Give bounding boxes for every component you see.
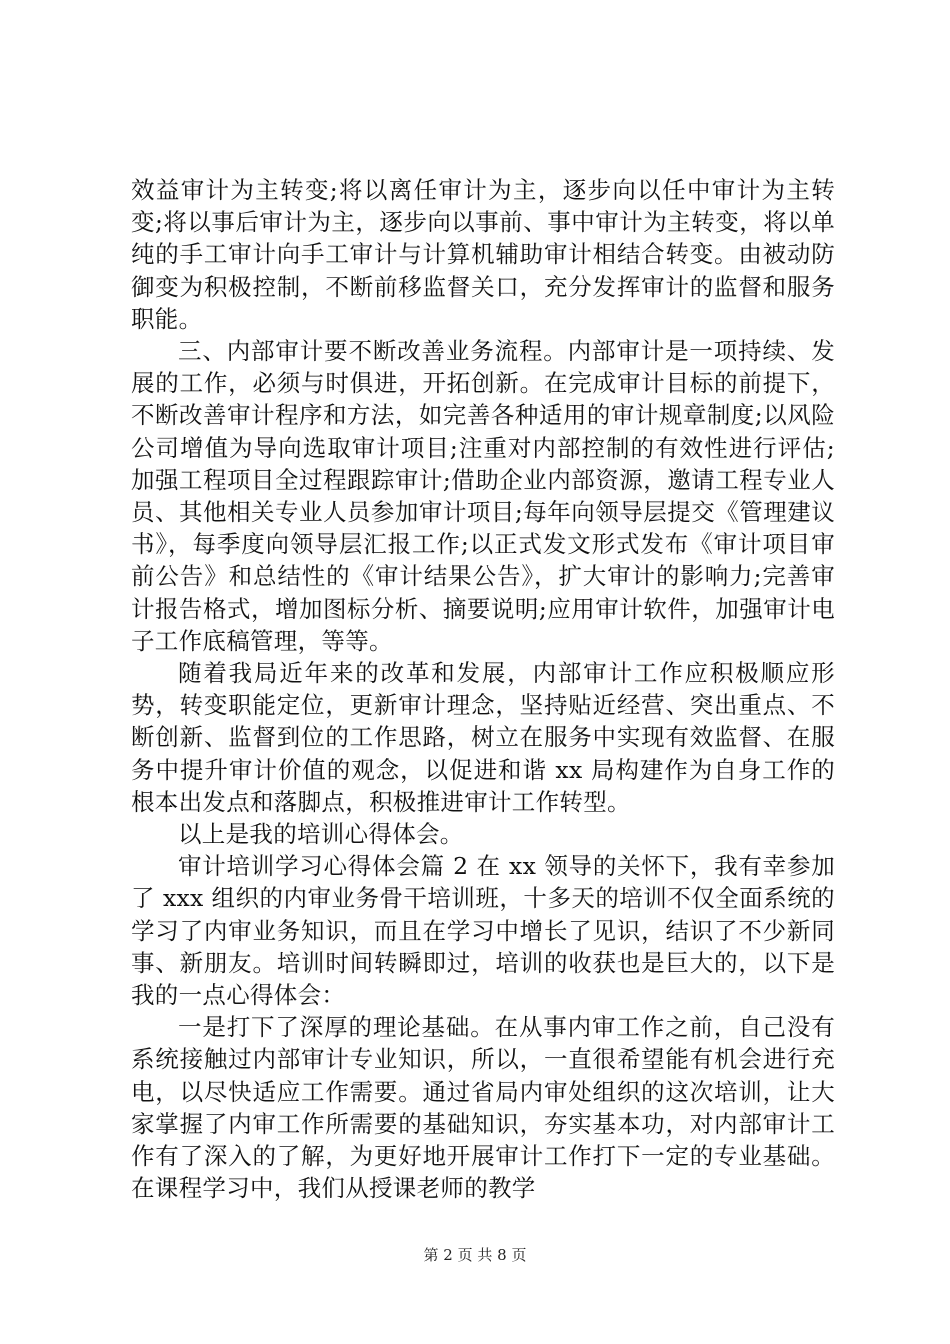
document-body: [131, 174, 835, 1205]
paragraph-5: 审计培训学习心得体会篇 2 在 xx 领导的关怀下，我有幸参加了 xxx 组织的内审业务骨干培训班，十多天的培训不仅全面系统的学习了内审业务知识，而且在学习中增长了见识，结识了不少新同事、新朋友。培训时间转瞬即过，培训的收获也是巨大的，以下是我的一点心得体会：: [131, 852, 835, 1010]
paragraph-6: 一是打下了深厚的理论基础。在从事内审工作之前，自己没有系统接触过内部审计专业知识，所以，一直很希望能有机会进行充电，以尽快适应工作需要。通过省局内审处组织的这次培训，让大家掌握了内审工作所需要的基础知识，夯实基本功，对内部审计工作有了深入的了解，为更好地开展审计工作打下一定的专业基础。在课程学习中，我们从授课老师的教学: [131, 1013, 835, 1203]
paragraph-1: 效益审计为主转变;将以离任审计为主，逐步向以任中审计为主转变;将以事后审计为主，逐步向以事前、事中审计为主转变，将以单纯的手工审计向手工审计与计算机辅助审计相结合转变。由被动防御变为积极控制，不断前移监督关口，充分发挥审计的监督和服务职能。: [131, 176, 835, 333]
paragraph-2: 三、内部审计要不断改善业务流程。内部审计是一项持续、发展的工作，必须与时俱进，开拓创新。在完成审计目标的前提下，不断改善审计程序和方法，如完善各种适用的审计规章制度;以风险公司增值为导向选取审计项目;注重对内部控制的有效性进行评估;加强工程项目全过程跟踪审计;借助企业内部资源，邀请工程专业人员、其他相关专业人员参加审计项目;每年向领导层提交《管理建议书》，每季度向领导层汇报工作;以正式发文形式发布《审计项目审前公告》和总结性的《审计结果公告》，扩大审计的影响力;完善审计报告格式，增加图标分析、摘要说明;应用审计软件，加强审计电子工作底稿管理，等等。: [131, 337, 835, 655]
paragraph-4: 以上是我的培训心得体会。: [178, 820, 464, 849]
paragraph-3: 随着我局近年来的改革和发展，内部审计工作应积极顺应形势，转变职能定位，更新审计理念，坚持贴近经营、突出重点、不断创新、监督到位的工作思路，树立在服务中实现有效监督、在服务中提升审计价值的观念，以促进和谐 xx 局构建作为自身工作的根本出发点和落脚点，积极推进审计工作转型。: [131, 659, 835, 816]
page-footer: 第 2 页 共 8 页: [423, 1246, 527, 1264]
